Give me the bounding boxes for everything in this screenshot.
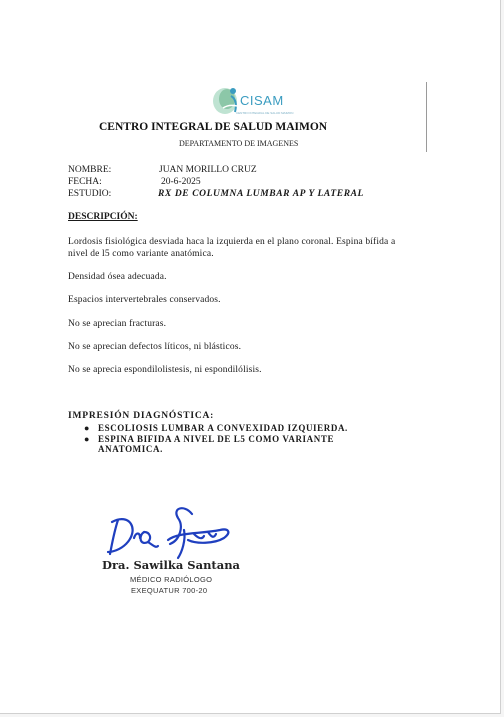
impression-text: ESCOLIOSIS LUMBAR A CONVEXIDAD IZQUIERDA. — [98, 423, 348, 433]
handwritten-signature — [104, 500, 234, 560]
signatory-name: Dra. Sawilka Santana — [102, 558, 240, 572]
name-label: NOMBRE: — [68, 165, 112, 175]
signatory-license: EXEQUATUR 700-20 — [131, 586, 208, 595]
impression-list — [84, 423, 384, 455]
exam-date: 20-6-2025 — [161, 177, 201, 187]
logo-tagline: CENTRO INTEGRAL DE SALUD MAIMON — [236, 111, 294, 115]
signatory-title: MÉDICO RADIÓLOGO — [130, 575, 213, 584]
date-label: FECHA: — [68, 177, 102, 187]
finding-paragraph: Lordosis fisiológica desviada haca la izquierda en el plano coronal. Espina bífida a nivel de l5 como variante anatómica. — [68, 237, 396, 259]
logo-text: CISAM — [240, 93, 284, 108]
department-name: DEPARTAMENTO DE IMAGENES — [179, 139, 299, 148]
description-heading: DESCRIPCIÓN: — [68, 212, 138, 222]
margin-line — [426, 82, 427, 152]
finding-paragraph: Espacios intervertebrales conservados. — [68, 295, 221, 305]
bullet-icon: ● — [84, 433, 91, 444]
institution-name: CENTRO INTEGRAL DE SALUD MAIMON — [99, 121, 328, 133]
finding-paragraph: Densidad ósea adecuada. — [68, 272, 167, 282]
finding-paragraph: No se aprecian defectos líticos, ni blásticos. — [68, 342, 242, 352]
patient-name: JUAN MORILLO CRUZ — [159, 165, 257, 175]
bullet-icon: ● — [84, 423, 91, 433]
impression-item — [84, 423, 384, 434]
impression-heading: IMPRESIÓN DIAGNÓSTICA: — [68, 411, 215, 421]
finding-paragraph: No se aprecian fracturas. — [68, 319, 167, 329]
finding-paragraph: No se aprecia espondilolistesis, ni espondilólisis. — [68, 365, 262, 375]
impression-item — [84, 434, 384, 455]
impression-text: ESPINA BIFIDA A NIVEL DE L5 COMO VARIANTE ANATOMICA. — [98, 433, 335, 454]
study-label: ESTUDIO: — [68, 189, 112, 199]
study-name: RX DE COLUMNA LUMBAR AP Y LATERAL — [158, 189, 364, 199]
